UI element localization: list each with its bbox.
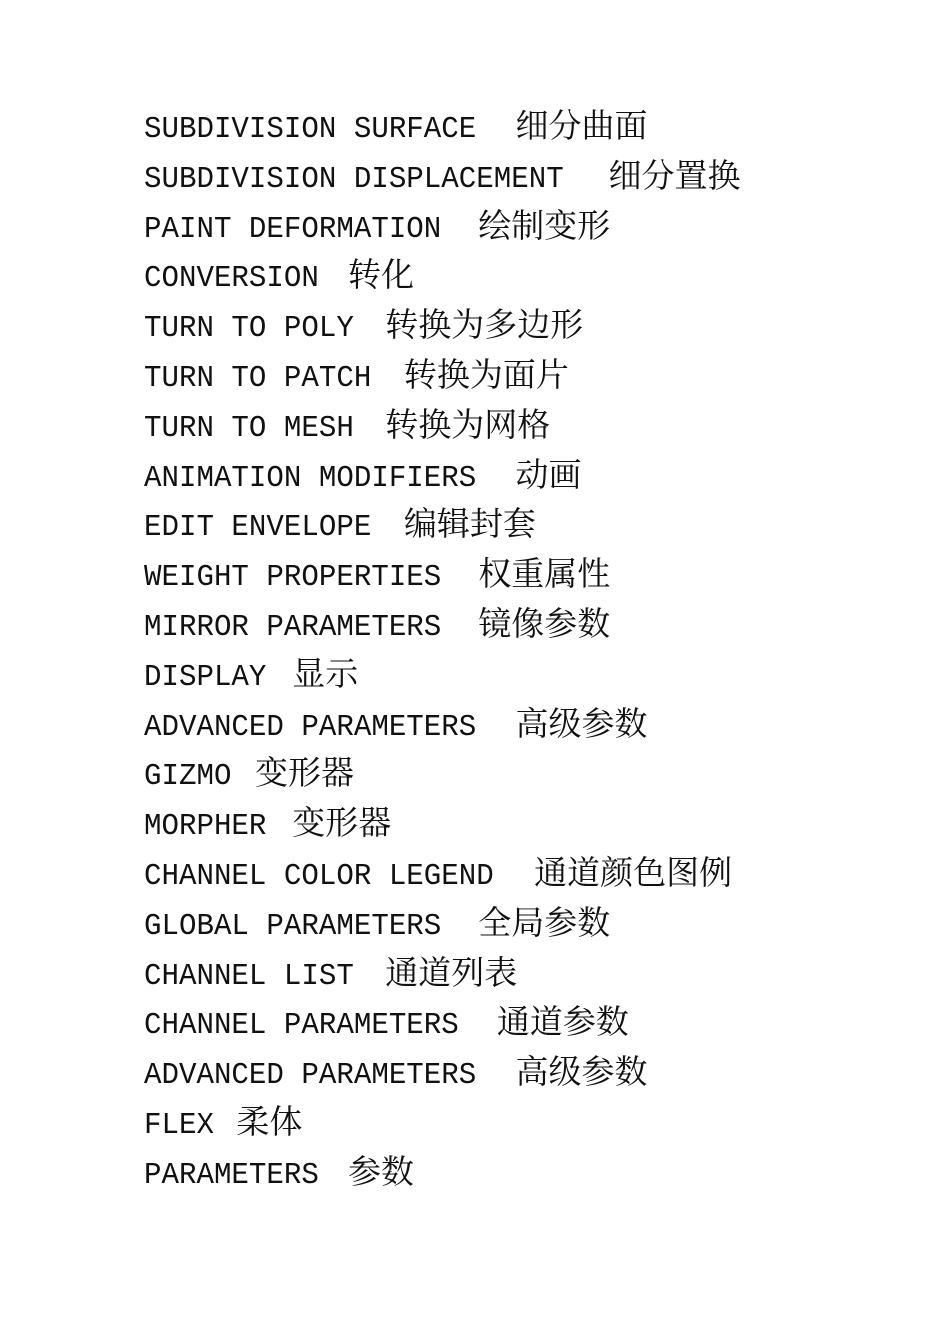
glossary-entry <box>144 997 740 1047</box>
glossary-entry <box>144 649 740 699</box>
glossary-entry <box>144 450 740 500</box>
chinese-term: 高级参数 <box>515 1052 648 1092</box>
english-term: FLEX <box>144 1107 214 1143</box>
glossary-entry <box>144 748 740 798</box>
english-term: TURN TO POLY <box>144 311 354 347</box>
chinese-term: 镜像参数 <box>478 603 611 643</box>
glossary-entry <box>144 400 740 450</box>
glossary-entry <box>144 350 740 400</box>
glossary-entry <box>144 599 740 649</box>
chinese-term: 转化 <box>348 255 415 295</box>
english-term: WEIGHT PROPERTIES <box>144 560 442 596</box>
english-term: MORPHER <box>144 809 267 845</box>
chinese-term: 转换为面片 <box>403 354 569 394</box>
chinese-term: 变形器 <box>255 753 355 793</box>
english-term: CHANNEL LIST <box>144 958 354 994</box>
english-term: GIZMO <box>144 759 232 795</box>
english-term: EDIT ENVELOPE <box>144 510 372 546</box>
english-term: DISPLAY <box>144 659 267 695</box>
english-term: PARAMETERS <box>144 1157 319 1193</box>
chinese-term: 绘制变形 <box>478 205 611 245</box>
chinese-term: 显示 <box>292 653 359 693</box>
chinese-term: 权重属性 <box>478 554 611 594</box>
chinese-term: 编辑封套 <box>403 504 536 544</box>
english-term: GLOBAL PARAMETERS <box>144 908 442 944</box>
glossary-entry <box>144 549 740 599</box>
glossary-entry <box>144 1147 740 1197</box>
glossary-entry <box>144 201 740 251</box>
english-term: ANIMATION MODIFIERS <box>144 460 477 496</box>
chinese-term: 转换为网格 <box>385 404 551 444</box>
chinese-term: 通道参数 <box>496 1002 629 1042</box>
english-term: ADVANCED PARAMETERS <box>144 709 477 745</box>
english-term: SUBDIVISION DISPLACEMENT <box>144 161 564 197</box>
chinese-term: 通道颜色图例 <box>534 852 733 892</box>
glossary-entry <box>144 101 740 151</box>
glossary-entry <box>144 1047 740 1097</box>
glossary-entry <box>144 948 740 998</box>
english-term: TURN TO MESH <box>144 410 354 446</box>
chinese-term: 细分曲面 <box>515 106 648 145</box>
glossary-entry <box>144 151 740 201</box>
chinese-term: 通道列表 <box>385 952 518 992</box>
glossary-entry <box>144 300 740 350</box>
chinese-term: 细分置换 <box>608 155 741 195</box>
english-term: SUBDIVISION SURFACE <box>144 112 477 147</box>
glossary-entry <box>144 848 740 898</box>
chinese-term: 柔体 <box>236 1101 303 1141</box>
glossary-entry <box>144 798 740 848</box>
glossary-entry <box>144 898 740 948</box>
english-term: TURN TO PATCH <box>144 360 372 396</box>
english-term: CONVERSION <box>144 261 319 297</box>
chinese-term: 动画 <box>515 454 582 494</box>
english-term: ADVANCED PARAMETERS <box>144 1058 477 1094</box>
chinese-term: 转换为多边形 <box>385 305 584 345</box>
glossary-entry <box>144 1097 740 1147</box>
english-term: MIRROR PARAMETERS <box>144 609 442 645</box>
glossary-entry <box>144 250 740 300</box>
chinese-term: 高级参数 <box>515 703 648 743</box>
glossary-list <box>144 101 740 1197</box>
english-term: PAINT DEFORMATION <box>144 211 442 247</box>
glossary-entry <box>144 499 740 549</box>
glossary-entry <box>144 699 740 749</box>
chinese-term: 变形器 <box>292 803 392 843</box>
english-term: CHANNEL COLOR LEGEND <box>144 858 494 894</box>
english-term: CHANNEL PARAMETERS <box>144 1008 459 1044</box>
chinese-term: 参数 <box>348 1151 415 1191</box>
chinese-term: 全局参数 <box>478 902 611 942</box>
